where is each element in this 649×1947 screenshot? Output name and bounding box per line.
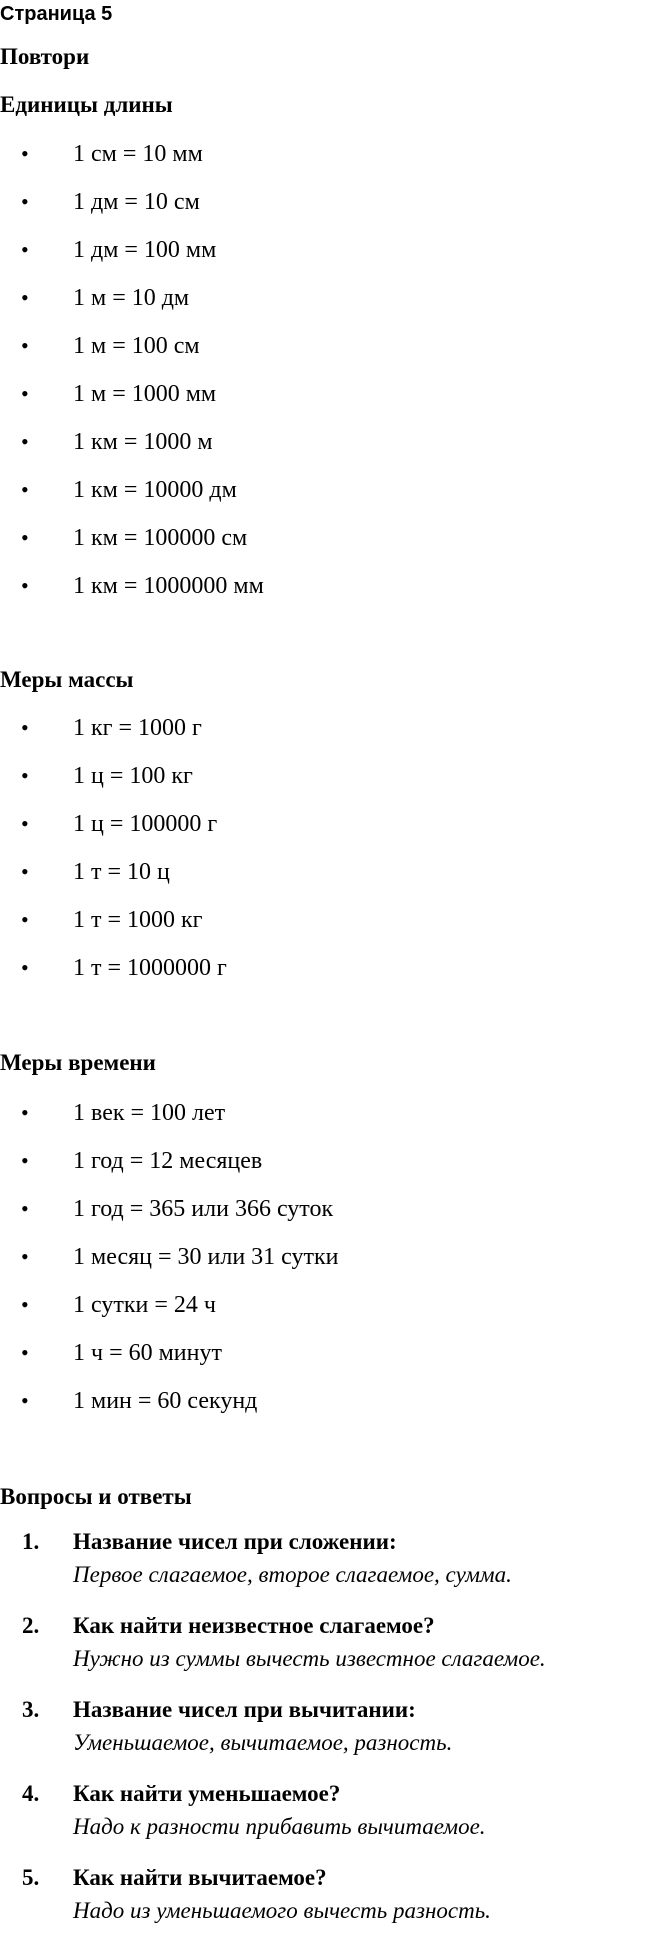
length-item-text: 1 км = 1000000 мм [73,573,264,599]
time-item-text: 1 мин = 60 секунд [73,1388,258,1414]
bullet-icon: • [21,907,29,932]
qa-number: 5. [22,1865,40,1890]
bullet-icon: • [21,1196,29,1221]
qa-number: 2. [22,1613,40,1638]
length-item-text: 1 м = 1000 мм [73,381,217,407]
qa-answer: Надо к разности прибавить вычитаемое. [73,1814,486,1839]
qa-number: 1. [22,1529,40,1554]
bullet-icon: • [21,1388,29,1413]
bullet-icon: • [21,141,29,166]
bullet-icon: • [21,381,29,406]
qa-number: 3. [22,1697,40,1722]
length-item-text: 1 дм = 100 мм [73,237,217,263]
bullet-icon: • [21,1292,29,1317]
mass-item-text: 1 кг = 1000 г [73,715,202,741]
bullet-icon: • [21,811,29,836]
length-item-text: 1 км = 1000 м [73,429,213,455]
qa-number: 4. [22,1781,40,1806]
bullet-icon: • [21,1100,29,1125]
bullet-icon: • [21,955,29,980]
qa-question: Название чисел при сложении: [73,1529,397,1554]
length-item-text: 1 см = 10 мм [73,141,203,167]
length-item-text: 1 км = 10000 дм [73,477,237,503]
repeat-heading: Повтори [0,44,90,69]
bullet-icon: • [21,285,29,310]
time-item-text: 1 ч = 60 минут [73,1340,222,1366]
mass-item-text: 1 т = 1000000 г [73,955,227,981]
length-item-text: 1 км = 100000 см [73,525,248,551]
qa-question: Название чисел при вычитании: [73,1697,416,1722]
qa-answer: Нужно из суммы вычесть известное слагаемое. [73,1646,546,1671]
qa-answer: Уменьшаемое, вычитаемое, разность. [73,1730,453,1755]
bullet-icon: • [21,237,29,262]
bullet-icon: • [21,525,29,550]
time-item-text: 1 месяц = 30 или 31 сутки [73,1244,339,1270]
qa-answer: Первое слагаемое, второе слагаемое, сумма. [73,1562,512,1587]
bullet-icon: • [21,573,29,598]
length-item-text: 1 дм = 10 см [73,189,200,215]
bullet-icon: • [21,429,29,454]
time-item-text: 1 век = 100 лет [73,1100,226,1126]
bullet-icon: • [21,477,29,502]
mass-item-text: 1 ц = 100 кг [73,763,193,789]
time-item-text: 1 сутки = 24 ч [73,1292,216,1318]
bullet-icon: • [21,333,29,358]
length-item-text: 1 м = 10 дм [73,285,190,311]
qa-question: Как найти вычитаемое? [73,1865,327,1890]
mass-item-text: 1 т = 1000 кг [73,907,203,933]
bullet-icon: • [21,189,29,214]
mass-item-text: 1 т = 10 ц [73,859,170,885]
page-heading: Страница 5 [0,3,113,25]
qa-title: Вопросы и ответы [0,1484,192,1509]
bullet-icon: • [21,1148,29,1173]
bullet-icon: • [21,715,29,740]
time-item-text: 1 год = 365 или 366 суток [73,1196,334,1222]
length-item-text: 1 м = 100 см [73,333,200,359]
mass-item-text: 1 ц = 100000 г [73,811,218,837]
bullet-icon: • [21,1244,29,1269]
bullet-icon: • [21,1340,29,1365]
bullet-icon: • [21,859,29,884]
time-item-text: 1 год = 12 месяцев [73,1148,263,1174]
time-units-title: Меры времени [0,1050,156,1075]
mass-units-title: Меры массы [0,667,134,692]
length-units-title: Единицы длины [0,92,173,117]
qa-question: Как найти уменьшаемое? [73,1781,341,1806]
qa-question: Как найти неизвестное слагаемое? [73,1613,435,1638]
qa-answer: Надо из уменьшаемого вычесть разность. [73,1898,491,1923]
bullet-icon: • [21,763,29,788]
